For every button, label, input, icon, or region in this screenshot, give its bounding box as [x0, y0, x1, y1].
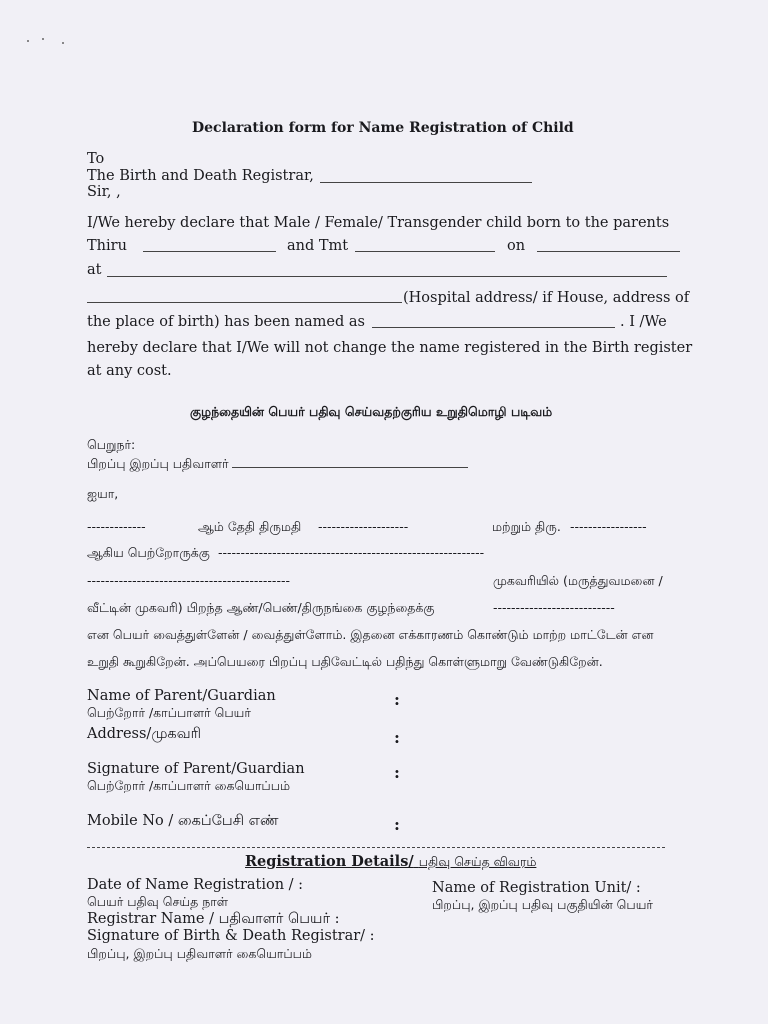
tamil-and-thiru: மற்றும் திரு. [492, 519, 561, 534]
on-label: on [507, 238, 526, 254]
named-as-label: the place of birth) has been named as [87, 314, 365, 330]
mobile-colon: : [394, 815, 400, 834]
tamil-parents-dash[interactable]: ----------------------------------------------------------- [218, 545, 485, 560]
registration-heading-ta: பதிவு செய்த விவரம் [418, 854, 537, 869]
tamil-named: என பெயர் வைத்துள்ளேன் / வைத்துள்ளோம். இதனை எக்காரணம் கொண்டும் மாற்ற மாட்டேன் என [87, 627, 654, 642]
section-divider [87, 847, 665, 848]
tamil-line1-dash2[interactable]: -------------------- [318, 519, 409, 534]
declare-line-3: at any cost. [87, 363, 172, 379]
registrar-signature-label-ta: பிறப்பு, இறப்பு பதிவாளர் கையொப்பம் [87, 946, 312, 961]
registration-unit-label: Name of Registration Unit/ : [432, 880, 641, 896]
i-we-label: . I /We [620, 314, 667, 330]
tamil-registrar: பிறப்பு இறப்பு பதிவாளர் [87, 456, 229, 471]
child-name-blank[interactable] [372, 327, 615, 328]
registration-unit-label-ta: பிறப்பு, இறப்பு பதிவு பகுதியின் பெயர் [432, 897, 653, 912]
address-blank[interactable] [87, 302, 402, 303]
tamil-line1-dash1[interactable]: ------------- [87, 519, 146, 534]
parent-name-label-ta: பெற்றோர் /காப்பாளர் பெயர் [87, 705, 251, 720]
registrar-name-label: Registrar Name / பதிவாளர் பெயர் : [87, 911, 340, 927]
tamil-address-hospital: முகவரியில் (மருத்துவமனை / [493, 573, 663, 588]
and-tmt-label: and Tmt [287, 238, 349, 254]
birth-date-blank[interactable] [537, 251, 680, 252]
registrar-label: The Birth and Death Registrar, [87, 168, 314, 184]
registration-heading-en: Registration Details/ [245, 853, 414, 870]
parent-name-label: Name of Parent/Guardian [87, 688, 276, 704]
tamil-registrar-blank[interactable] [232, 467, 468, 468]
registrar-signature-label: Signature of Birth & Death Registrar/ : [87, 928, 375, 944]
at-label: at [87, 262, 102, 278]
hospital-address-label: (Hospital address/ if House, address of [403, 290, 690, 306]
father-name-blank[interactable] [143, 251, 276, 252]
declare-line-2: hereby declare that I/We will not change the name registered in the Birth register [87, 340, 693, 356]
registrar-blank[interactable] [320, 182, 532, 183]
signature-label-ta: பெற்றோர் /காப்பாளர் கையொப்பம் [87, 778, 291, 793]
address-colon: : [394, 728, 400, 747]
sir-label: Sir, , [87, 184, 121, 200]
tamil-child-dash[interactable]: --------------------------- [493, 600, 615, 615]
signature-label: Signature of Parent/Guardian [87, 761, 305, 777]
scan-speck [27, 40, 29, 42]
address-label: Address/முகவரி [87, 726, 202, 742]
parent-name-colon: : [394, 690, 400, 709]
tamil-address-dash[interactable]: --------------------------------------------- [87, 573, 290, 588]
tamil-recipient: பெறுநர்: [87, 437, 136, 452]
tamil-sir: ஐயா, [87, 486, 119, 501]
scan-speck [42, 38, 44, 40]
tamil-line1-dash3[interactable]: ----------------- [570, 519, 647, 534]
registration-heading [245, 853, 536, 871]
tamil-parents: ஆகிய பெற்றோருக்கு [87, 545, 210, 560]
to-label: To [87, 151, 105, 167]
thiru-label: Thiru [87, 238, 127, 254]
registration-date-label-ta: பெயர் பதிவு செய்த நாள் [87, 894, 229, 909]
registration-date-label: Date of Name Registration / : [87, 877, 304, 893]
signature-colon: : [394, 763, 400, 782]
mobile-label: Mobile No / கைப்பேசி எண் [87, 813, 279, 829]
declare-line-1: I/We hereby declare that Male / Female/ Transgender child born to the parents [87, 215, 670, 231]
scan-speck [62, 42, 64, 44]
form-title: Declaration form for Name Registration of Child [192, 120, 574, 136]
tamil-request: உறுதி கூறுகிறேன். அப்பெயரை பிறப்பு பதிவேட்டில் பதிந்து கொள்ளுமாறு வேண்டுகிறேன். [87, 654, 603, 669]
tamil-house-born: வீட்டின் முகவரி) பிறந்த ஆண்/பெண்/திருநங்கை குழந்தைக்கு [87, 600, 435, 615]
tamil-title: குழந்தையின் பெயர் பதிவு செய்வதற்குரிய உறுதிமொழி படிவம் [190, 404, 553, 419]
mother-name-blank[interactable] [355, 251, 495, 252]
birth-place-blank[interactable] [107, 276, 667, 277]
tamil-date-mother: ஆம் தேதி திருமதி [198, 519, 302, 534]
